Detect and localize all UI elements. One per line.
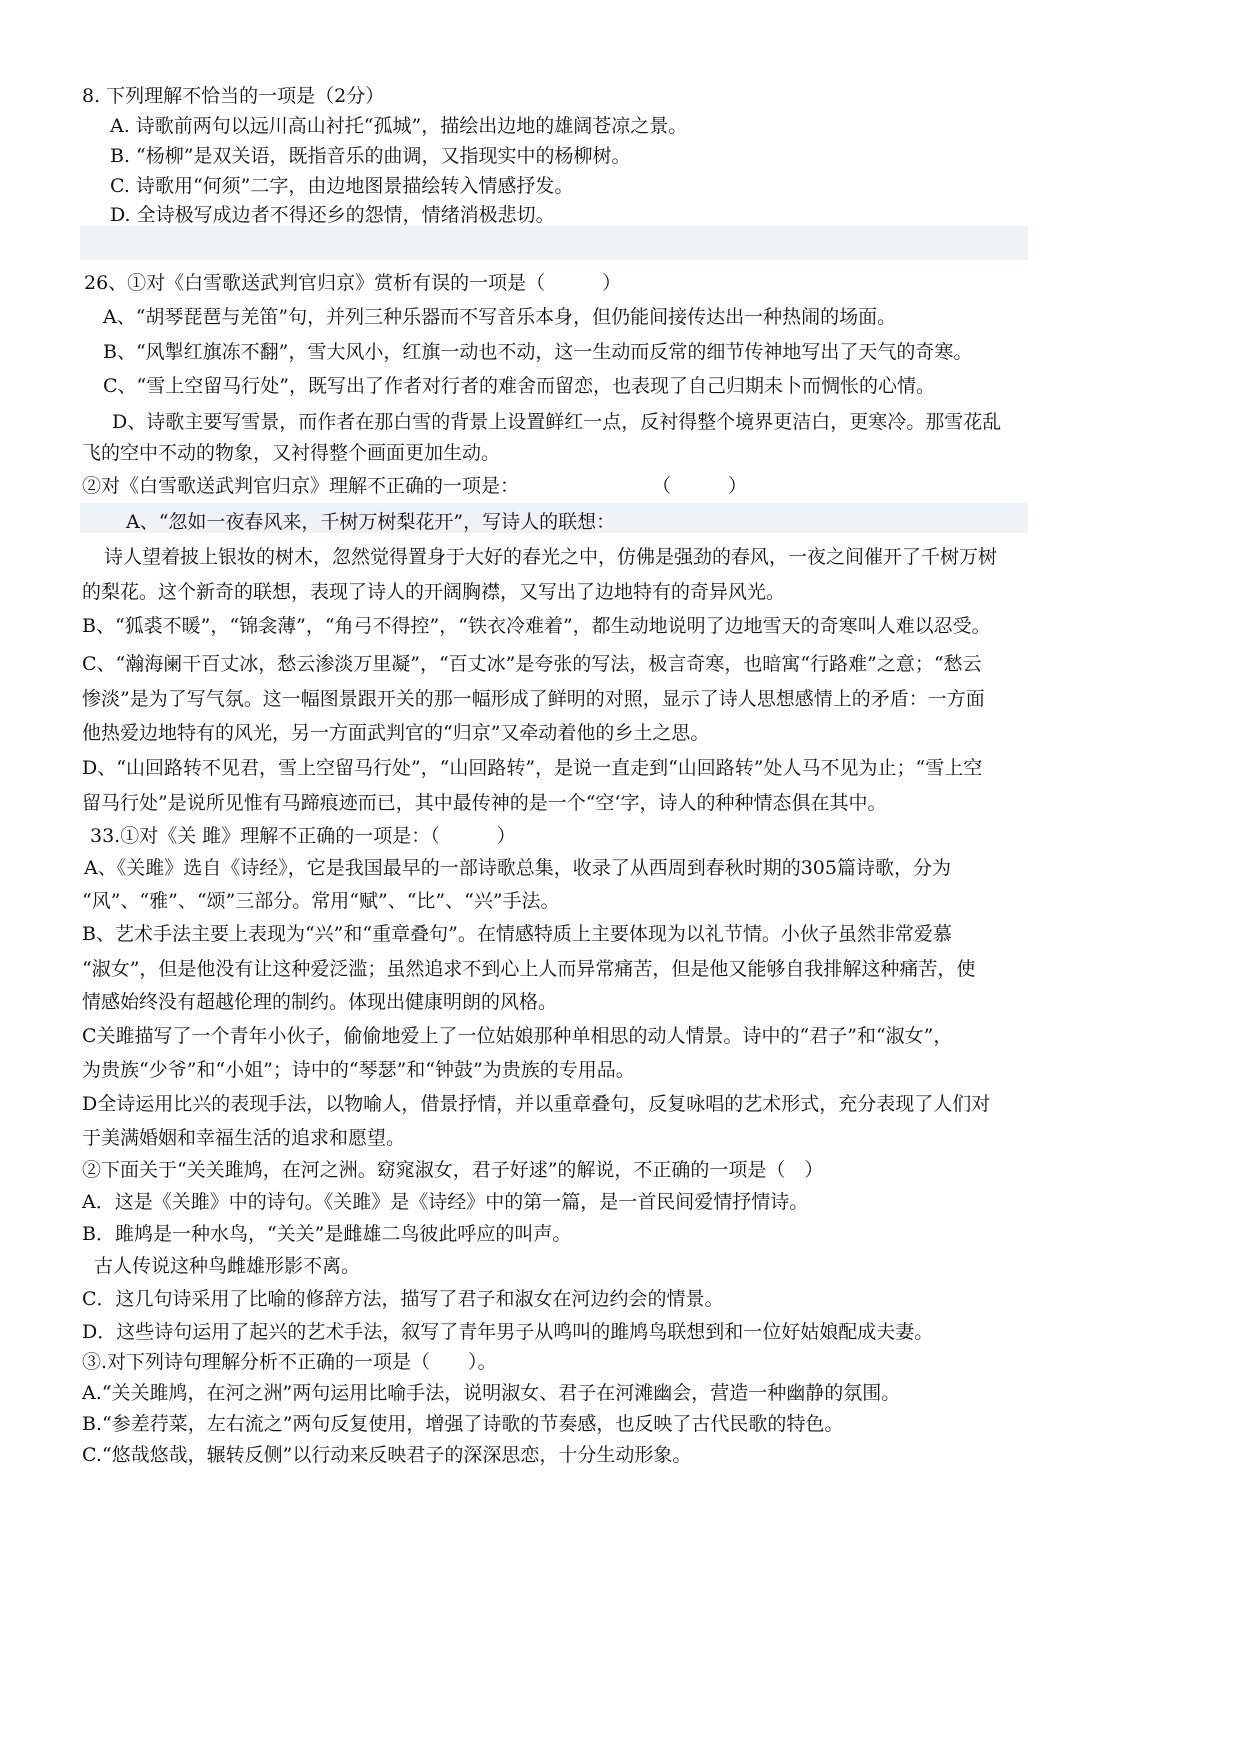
option-a: A. 诗歌前两句以远川高山衬托“孤城”，描绘出边地的雄阔苍凉之景。 (110, 115, 688, 137)
option-b: B、“狐裘不暖”，“锦衾薄”，“角弓不得控”，“铁衣冷难着”，都生动地说明了边地雪天的奇寒叫人难以忍受。 (82, 615, 991, 637)
option-b: B．雎鸠是一种水鸟，“关关”是雌雄二鸟彼此呼应的叫声。 (82, 1223, 572, 1245)
option-c-cont: 为贵族“少爷”和“小姐”；诗中的“琴瑟”和“钟鼓”为贵族的专用品。 (82, 1059, 635, 1081)
option-b: B. “杨柳”是双关语，既指音乐的曲调，又指现实中的杨柳树。 (110, 145, 631, 167)
question-33-3-stem: ③.对下列诗句理解分析不正确的一项是（ ）。 (82, 1351, 497, 1373)
option-a: A、《关雎》选自《诗经》，它是我国最早的一部诗歌总集，收录了从西周到春秋时期的305篇诗歌，分为 (84, 857, 951, 879)
option-d-cont: 留马行处”是说所见惟有马蹄痕迹而已，其中最传神的是一个“空‘字，诗人的种种情态俱在其中。 (82, 792, 887, 814)
option-c: C.“悠哉悠哉，辗转反侧”以行动来反映君子的深深思恋，十分生动形象。 (82, 1444, 692, 1466)
option-b: B、“风掣红旗冻不翻”，雪大风小，红旗一动也不动，这一生动而反常的细节传神地写出了天气的奇寒。 (103, 341, 973, 363)
option-c: C、“瀚海阑干百丈冰，愁云渗淡万里凝”，“百丈冰”是夸张的写法，极言奇寒，也暗寓“行路难”之意；“愁云 (82, 653, 982, 675)
question-26-2-stem: ②对《白雪歌送武判官归京》理解不正确的一项是： （ ） (82, 475, 748, 497)
option-a: A、“胡琴琵琶与羌笛”句，并列三种乐器而不写音乐本身，但仍能间接传达出一种热闹的场面。 (103, 306, 897, 328)
option-a: A．这是《关雎》中的诗句。《关雎》是《诗经》中的第一篇，是一首民间爱情抒情诗。 (82, 1191, 809, 1213)
option-c: C、“雪上空留马行处”，既写出了作者对行者的难舍而留恋，也表现了自己归期未卜而惆怅的心情。 (103, 375, 935, 397)
option-d: D全诗运用比兴的表现手法，以物喻人，借景抒情，并以重章叠句，反复咏唱的艺术形式，充分表现了人们对 (82, 1093, 991, 1115)
option-a: A、“忽如一夜春风来，千树万树梨花开”，写诗人的联想： (126, 511, 616, 533)
option-b: B.“参差荇菜，左右流之”两句反复使用，增强了诗歌的节奏感，也反映了古代民歌的特色。 (82, 1413, 844, 1435)
option-d-cont: 于美满婚姻和幸福生活的追求和愿望。 (82, 1127, 406, 1149)
option-c-cont: 惨淡”是为了写气氛。这一幅图景跟开关的那一幅形成了鲜明的对照，显示了诗人思想感情上的矛盾：一方面 (82, 688, 985, 710)
option-a-body-cont: 的梨花。这个新奇的联想，表现了诗人的开阔胸襟，又写出了边地特有的奇异风光。 (82, 581, 786, 603)
option-d: D、“山回路转不见君，雪上空留马行处”，“山回路转”，是说一直走到“山回路转”处人马不见为止；“雪上空 (82, 757, 983, 779)
question-26-1-stem: 26、①对《白雪歌送武判官归京》赏析有误的一项是（ ） (84, 272, 622, 294)
question-8-stem: 8. 下列理解不恰当的一项是（2分） (82, 85, 385, 107)
option-c: C关雎描写了一个青年小伙子，偷偷地爱上了一位姑娘那种单相思的动人情景。诗中的“君子”和“淑女”， (82, 1025, 953, 1047)
option-c: C．这几句诗采用了比喻的修辞方法，描写了君子和淑女在河边约会的情景。 (82, 1288, 724, 1310)
option-b: B、艺术手法主要上表现为“兴”和“重章叠句”。在情感特质上主要体现为以礼节情。小伙子虽然非常爱慕 (82, 923, 952, 945)
option-c-cont: 他热爱边地特有的风光，另一方面武判官的“归京”又牵动着他的乡土之思。 (82, 722, 710, 744)
option-d-cont: 飞的空中不动的物象，又衬得整个画面更加生动。 (82, 442, 501, 464)
option-a: A.“关关雎鸠，在河之洲”两句运用比喻手法，说明淑女、君子在河滩幽会，营造一种幽静的氛围。 (82, 1382, 901, 1404)
option-d: D. 全诗极写成边者不得还乡的怨情，情绪消极悲切。 (110, 204, 555, 226)
highlight-band (80, 226, 1028, 260)
option-a-body: 诗人望着披上银妆的树木，忽然觉得置身于大好的春光之中，仿佛是强劲的春风，一夜之间催开了千树万树 (104, 546, 998, 568)
option-b-cont: 古人传说这种鸟雌雄形影不离。 (94, 1255, 361, 1277)
option-b-cont: 情感始终没有超越伦理的制约。体现出健康明朗的风格。 (82, 991, 558, 1013)
question-33-1-stem: 33.①对《关 雎》理解不正确的一项是：（ ） (90, 825, 516, 847)
option-d: D．这些诗句运用了起兴的艺术手法，叙写了青年男子从鸣叫的雎鸠鸟联想到和一位好姑娘配成夫妻。 (82, 1321, 934, 1343)
question-33-2-stem: ②下面关于“关关雎鸠，在河之洲。窈窕淑女，君子好逑”的解说，不正确的一项是（ ） (82, 1159, 824, 1181)
option-a-cont: “风”、“雅”、“颂”三部分。常用“赋”、“比”、“兴”手法。 (82, 890, 560, 912)
option-b-cont: “淑女”，但是他没有让这种爱泛滥；虽然追求不到心上人而异常痛苦，但是他又能够自我排解这种痛苦，使 (82, 958, 976, 980)
option-c: C. 诗歌用“何须”二字，由边地图景描绘转入情感抒发。 (110, 175, 574, 197)
option-d: D、诗歌主要写雪景，而作者在那白雪的背景上设置鲜红一点，反衬得整个境界更洁白，更寒冷。那雪花乱 (112, 411, 1002, 433)
